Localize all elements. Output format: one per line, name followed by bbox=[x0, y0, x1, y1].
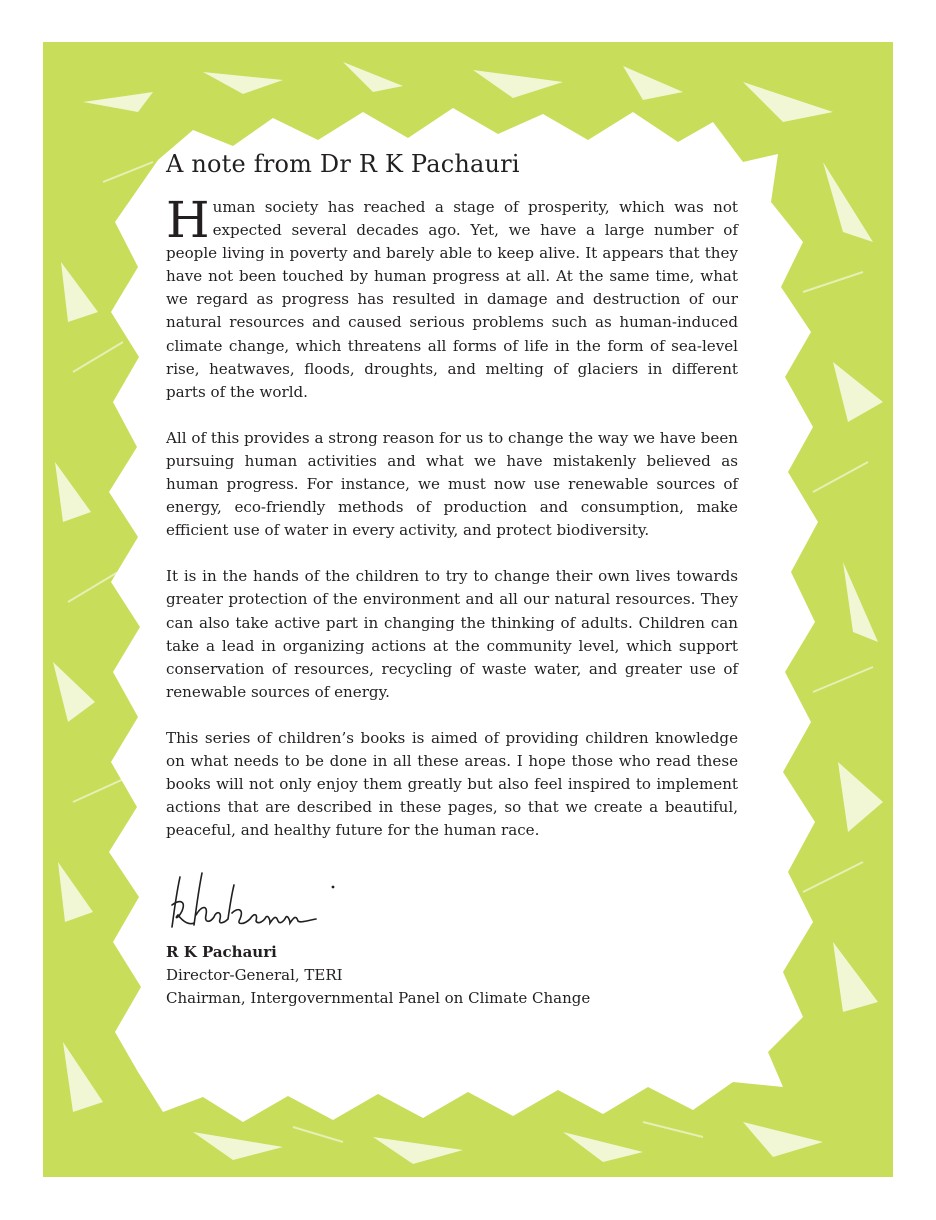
handwritten-signature bbox=[166, 865, 341, 937]
note-content bbox=[166, 150, 738, 1010]
note-title: A note from Dr R K Pachauri bbox=[166, 150, 520, 178]
paragraph-1-text: uman society has reached a stage of prosperity, which was not expected several decades ago. Yet, we have a large number of people living in poverty and barely able to keep alive. It appears that they have not been touched by human progress at all. At the same time, what we regard as progress has resulted in damage and destruction of our natural resources and caused serious problems such as human-induced climate change, which threatens all forms of life in the form of sea-level rise, heatwaves, floods, droughts, and melting of glaciers in different parts of the world. bbox=[166, 198, 738, 401]
signatory-title-1: Director-General, TERI bbox=[166, 966, 343, 985]
signatory-name: R K Pachauri bbox=[166, 943, 277, 962]
paragraph-4: This series of children’s books is aimed of providing children knowledge on what needs to be done in all these areas. I hope those who read these books will not only enjoy them greatly but also feel inspired to implement actions that are described in these pages, so that we create a beautiful, peaceful, and healthy future for the human race. bbox=[166, 728, 738, 840]
signatory-title-2: Chairman, Intergovernmental Panel on Climate Change bbox=[166, 989, 591, 1008]
paragraph-1 bbox=[166, 191, 738, 404]
dropcap-letter: H bbox=[166, 191, 210, 249]
paragraph-3: It is in the hands of the children to try to change their own lives towards greater protection of the environment and all our natural resources. They can also take active part in changing the thinking of adults. Children can take a lead in organizing actions at the community level, which support conservation of resources, recycling of waste water, and greater use of renewable sources of energy. bbox=[166, 567, 738, 701]
paragraph-2: All of this provides a strong reason for us to change the way we have been pursuing human activities and what we have mistakenly believed as human progress. For instance, we must now use renewable sources of energy, eco-friendly methods of production and consumption, make efficient use of water in every activity, and protect biodiversity. bbox=[166, 428, 738, 540]
